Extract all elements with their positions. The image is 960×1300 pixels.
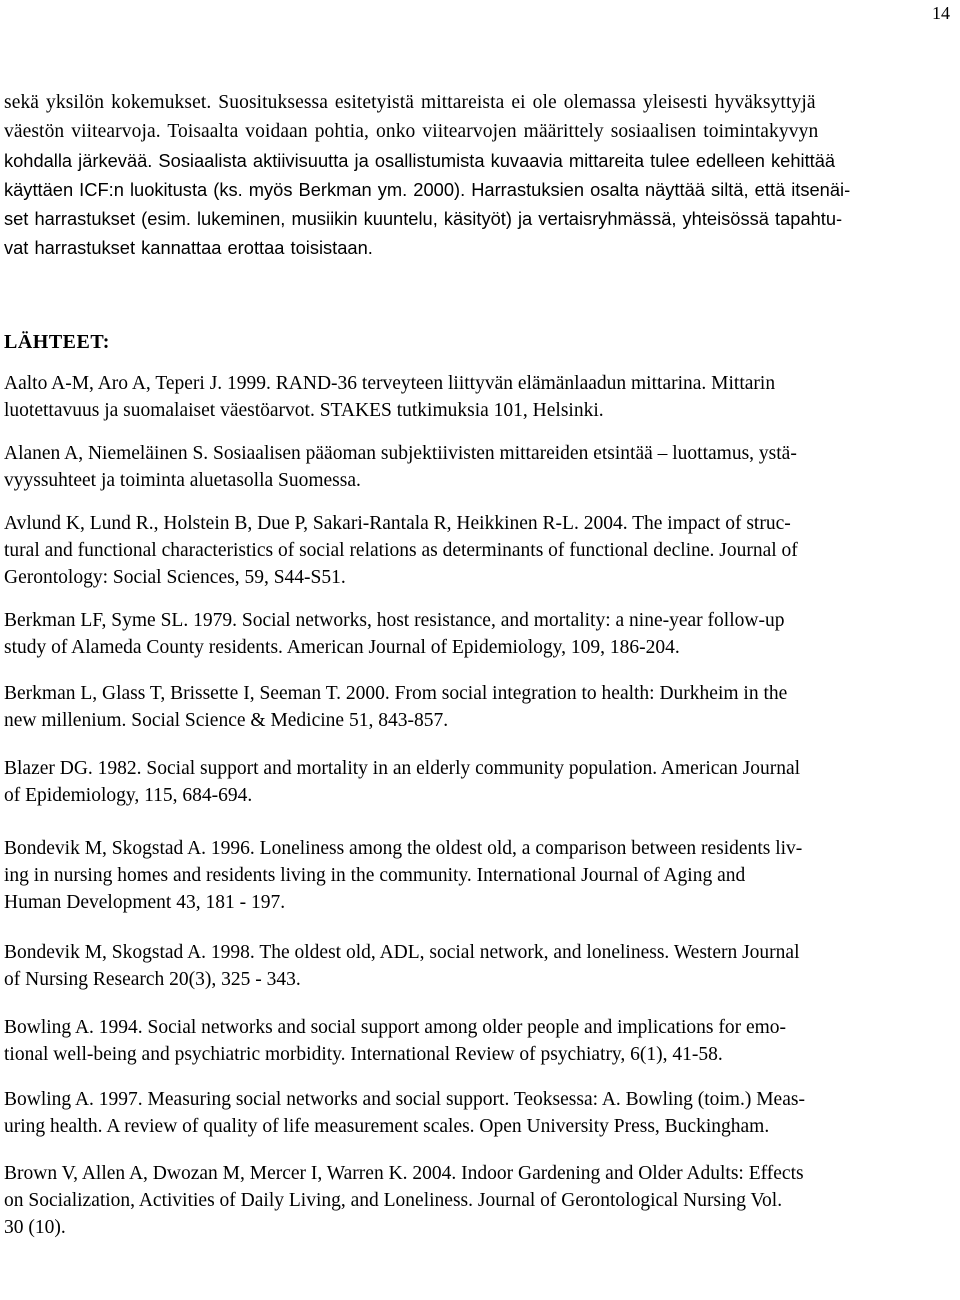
intro-line: väestön viitearvoja. Toisaalta voidaan pohtia, onko viitearvojen määrittely sosiaalisen toimintakyvyn [4,121,819,142]
reference-line: Berkman LF, Syme SL. 1979. Social networks, host resistance, and mortality: a nine-year follow-up [4,610,785,631]
reference-line: uring health. A review of quality of life measurement scales. Open University Press, Buckingham. [4,1116,770,1137]
reference-line: Human Development 43, 181 - 197. [4,892,286,913]
reference-item [4,370,956,424]
reference-line: Berkman L, Glass T, Brissette I, Seeman T. 2000. From social integration to health: Durkheim in the [4,683,788,704]
reference-line: Aalto A-M, Aro A, Teperi J. 1999. RAND-36 terveyteen liittyvän elämänlaadun mittarina. Mittarin [4,373,776,394]
reference-line: Brown V, Allen A, Dwozan M, Mercer I, Warren K. 2004. Indoor Gardening and Older Adults: Effects [4,1163,804,1184]
page-number: 14 [932,3,950,23]
reference-line: ing in nursing homes and residents living in the community. International Journal of Aging and [4,865,746,886]
reference-line: new millenium. Social Science & Medicine 51, 843-857. [4,710,449,731]
reference-item [4,1014,956,1068]
intro-line: kohdalla järkevää. Sosiaalista aktiivisuutta ja osallistumista kuvaavia mittareita tulee edelleen kehittää [4,150,836,171]
reference-line: of Nursing Research 20(3), 325 - 343. [4,969,301,990]
reference-line: Bowling A. 1994. Social networks and social support among older people and implications for emo- [4,1017,787,1038]
reference-list [4,370,956,1241]
reference-line: 30 (10). [4,1217,66,1238]
reference-item [4,755,956,809]
intro-line: käyttäen ICF:n luokitusta (ks. myös Berkman ym. 2000). Harrastuksien osalta näyttää siltä, että itsenäi- [4,179,851,200]
document-body [4,88,956,1241]
reference-item [4,680,956,734]
reference-line: luotettavuus ja suomalaiset väestöarvot. STAKES tutkimuksia 101, Helsinki. [4,400,604,421]
intro-line: set harrastukset (esim. lukeminen, musiikin kuuntelu, käsityöt) ja vertaisryhmässä, yhteisössä tapahtu- [4,208,843,229]
reference-line: Alanen A, Niemeläinen S. Sosiaalisen pääoman subjektiivisten mittareiden etsintää – luottamus, ystä- [4,443,797,464]
reference-line: Bowling A. 1997. Measuring social networks and social support. Teoksessa: A. Bowling (toim.) Meas- [4,1089,805,1110]
intro-line: sekä yksilön kokemukset. Suosituksessa esitetyistä mittareista ei ole olemassa yleisesti hyväksyttyjä [4,92,816,113]
reference-line: Blazer DG. 1982. Social support and mortality in an elderly community population. American Journal [4,758,801,779]
reference-line: Bondevik M, Skogstad A. 1998. The oldest old, ADL, social network, and loneliness. Western Journal [4,942,800,963]
reference-line: on Socialization, Activities of Daily Living, and Loneliness. Journal of Gerontological Nursing Vol. [4,1190,783,1211]
reference-line: Avlund K, Lund R., Holstein B, Due P, Sakari-Rantala R, Heikkinen R-L. 2004. The impact of struc- [4,513,791,534]
intro-line: vat harrastukset kannattaa erottaa toisistaan. [4,237,373,258]
reference-item [4,835,956,916]
reference-item [4,1086,956,1140]
reference-line: vyyssuhteet ja toiminta aluetasolla Suomessa. [4,470,361,491]
reference-line: of Epidemiology, 115, 684-694. [4,785,253,806]
reference-item [4,440,956,494]
reference-item [4,510,956,591]
reference-item [4,939,956,993]
reference-line: tional well-being and psychiatric morbidity. International Review of psychiatry, 6(1), 41-58. [4,1044,723,1065]
reference-item [4,607,956,661]
intro-paragraph [4,88,956,262]
references-heading: LÄHTEET: [4,331,110,353]
reference-line: Bondevik M, Skogstad A. 1996. Loneliness among the oldest old, a comparison between residents liv- [4,838,803,859]
reference-line: Gerontology: Social Sciences, 59, S44-S51. [4,567,346,588]
reference-item [4,1160,956,1241]
reference-line: tural and functional characteristics of social relations as determinants of functional decline. Journal of [4,540,798,561]
reference-line: study of Alameda County residents. American Journal of Epidemiology, 109, 186-204. [4,637,680,658]
